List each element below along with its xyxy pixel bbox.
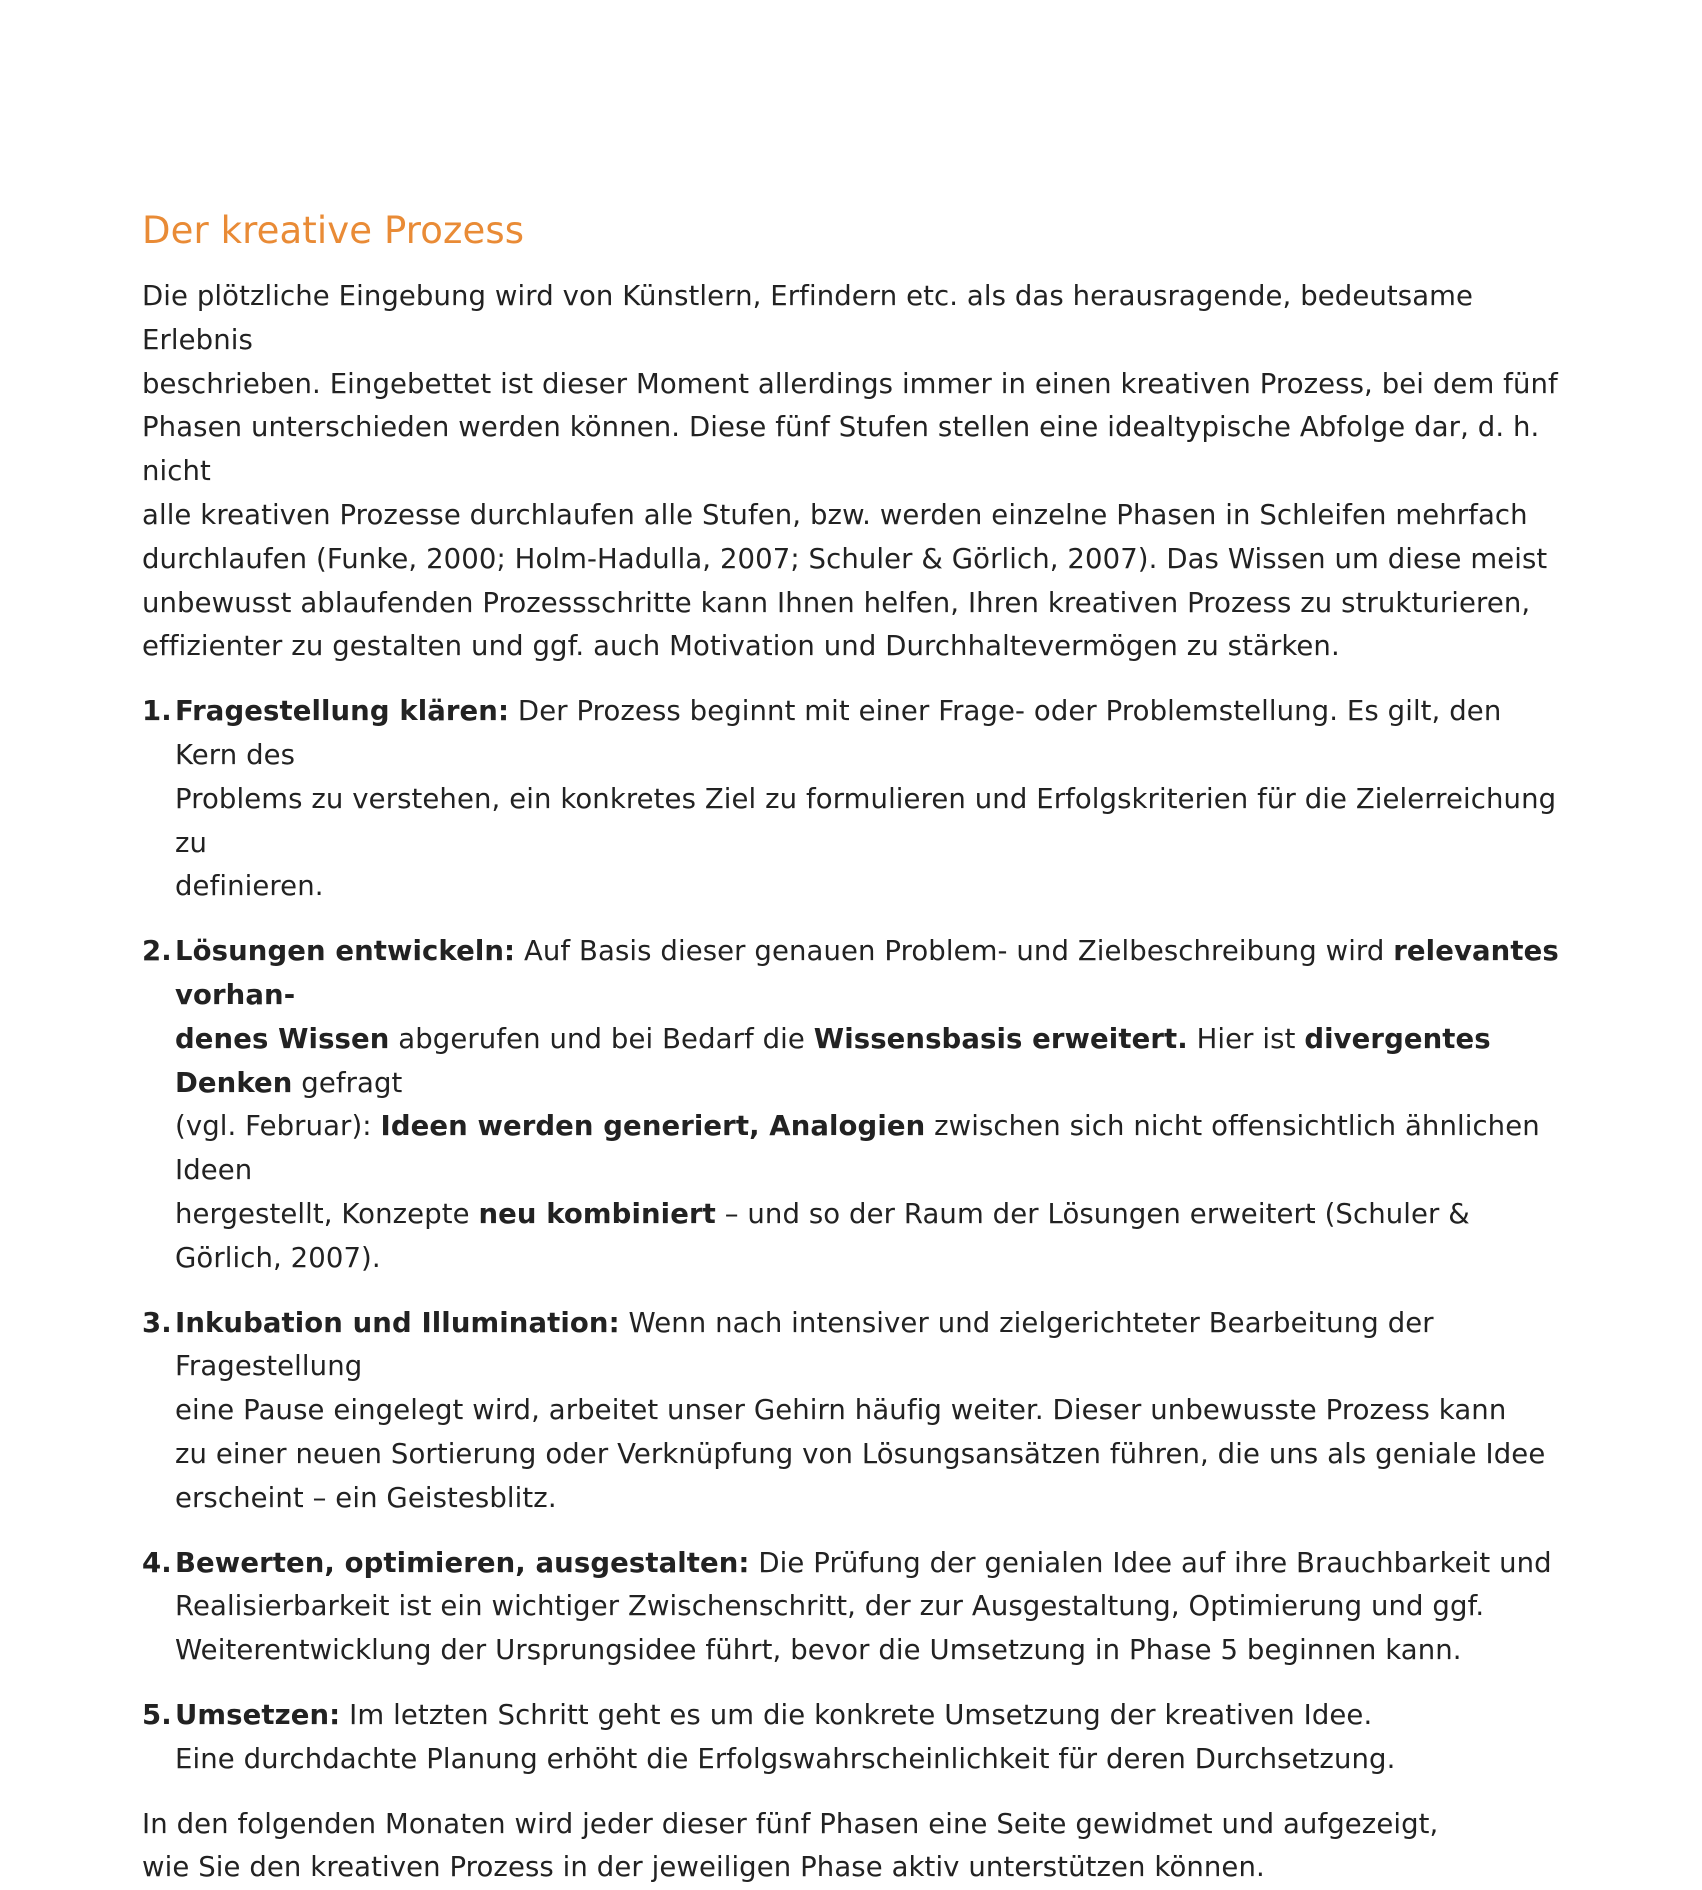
phase-text: gefragt — [292, 1067, 402, 1099]
phase-emphasis: Ideen werden generiert, Analogien — [381, 1110, 926, 1142]
phase-number: 1. — [142, 690, 172, 734]
phase-list — [142, 690, 1562, 1781]
phase-emphasis: Inkubation und Illumination: — [175, 1307, 620, 1339]
phase-item — [142, 1302, 1562, 1521]
phase-text: hergestellt, Konzepte — [175, 1198, 479, 1230]
phase-text: Der Prozess beginnt mit einer Frage- oder Problemstellung. Es gilt, den Kern des — [175, 695, 1501, 771]
phase-text: erscheint – ein Geistesblitz. — [175, 1482, 557, 1514]
closing-line: In den folgenden Monaten wird jeder dieser fünf Phasen eine Seite gewidmet und aufgezeigt, — [142, 1808, 1438, 1840]
phase-text: Wenn nach intensiver und zielgerichteter Bearbeitung der Fragestellung — [175, 1307, 1434, 1383]
phase-text: Auf Basis dieser genauen Problem- und Zielbeschreibung wird — [515, 935, 1393, 967]
phase-emphasis: Wissensbasis erweitert. — [814, 1023, 1188, 1055]
document-content — [142, 208, 1562, 1890]
phase-text: Problems zu verstehen, ein konkretes Ziel zu formulieren und Erfolgskriterien für die Zielerreichung zu — [175, 783, 1556, 859]
phase-emphasis: Bewerten, optimieren, ausgestalten: — [175, 1547, 750, 1579]
phase-emphasis: divergentes Denken — [175, 1023, 1491, 1099]
phase-text: Im letzten Schritt geht es um die konkrete Umsetzung der kreativen Idee. — [340, 1699, 1372, 1731]
phase-emphasis: relevantes vorhan- — [175, 935, 1559, 1011]
phase-number: 2. — [142, 930, 172, 974]
intro-line: alle kreativen Prozesse durchlaufen alle Stufen, bzw. werden einzelne Phasen in Schleifen mehrfach — [142, 499, 1528, 531]
page-title: Der kreative Prozess — [142, 208, 1562, 254]
intro-paragraph — [142, 275, 1562, 669]
phase-text: Die Prüfung der genialen Idee auf ihre Brauchbarkeit und — [750, 1547, 1552, 1579]
phase-text: Weiterentwicklung der Ursprungsidee führt, bevor die Umsetzung in Phase 5 beginnen kann. — [175, 1634, 1462, 1666]
intro-line: Phasen unterschieden werden können. Diese fünf Stufen stellen eine idealtypische Abfolge dar, d. h. nicht — [142, 411, 1539, 487]
phase-text: zu einer neuen Sortierung oder Verknüpfung von Lösungsansätzen führen, die uns als geniale Idee — [175, 1438, 1545, 1470]
phase-number: 3. — [142, 1302, 172, 1346]
phase-text: Realisierbarkeit ist ein wichtiger Zwischenschritt, der zur Ausgestaltung, Optimierung und ggf. — [175, 1590, 1484, 1622]
phase-text: eine Pause eingelegt wird, arbeitet unser Gehirn häufig weiter. Dieser unbewusste Prozess kann — [175, 1394, 1506, 1426]
phase-text: zwischen sich nicht offensichtlich ähnlichen Ideen — [175, 1110, 1540, 1186]
phase-item — [142, 690, 1562, 909]
intro-line: beschrieben. Eingebettet ist dieser Moment allerdings immer in einen kreativen Prozess, bei dem fünf — [142, 368, 1558, 400]
phase-item — [142, 1694, 1562, 1782]
intro-line: effizienter zu gestalten und ggf. auch Motivation und Durchhaltevermögen zu stärken. — [142, 630, 1340, 662]
phase-emphasis: Umsetzen: — [175, 1699, 340, 1731]
phase-text: (vgl. Februar): — [175, 1110, 381, 1142]
phase-emphasis: neu kombiniert — [479, 1198, 716, 1230]
phase-text: definieren. — [175, 870, 324, 902]
phase-emphasis: Fragestellung klären: — [175, 695, 509, 727]
phase-text: Eine durchdachte Planung erhöht die Erfolgswahrscheinlichkeit für deren Durchsetzung. — [175, 1743, 1395, 1775]
phase-text: Hier ist — [1188, 1023, 1305, 1055]
closing-paragraph — [142, 1803, 1562, 1890]
phase-number: 5. — [142, 1694, 172, 1738]
intro-line: unbewusst ablaufenden Prozessschritte kann Ihnen helfen, Ihren kreativen Prozess zu strukturieren, — [142, 587, 1530, 619]
intro-line: durchlaufen (Funke, 2000; Holm-Hadulla, 2007; Schuler & Görlich, 2007). Das Wissen um diese meist — [142, 543, 1547, 575]
phase-text: – und so der Raum der Lösungen erweitert (Schuler & Görlich, 2007). — [175, 1198, 1470, 1274]
closing-line: wie Sie den kreativen Prozess in der jeweiligen Phase aktiv unterstützen können. — [142, 1851, 1265, 1883]
phase-item — [142, 930, 1562, 1280]
phase-emphasis: denes Wissen — [175, 1023, 389, 1055]
phase-number: 4. — [142, 1542, 172, 1586]
phase-text: abgerufen und bei Bedarf die — [389, 1023, 813, 1055]
intro-line: Die plötzliche Eingebung wird von Künstlern, Erfindern etc. als das herausragende, bedeutsame Erlebnis — [142, 280, 1473, 356]
phase-item — [142, 1542, 1562, 1673]
phase-emphasis: Lösungen entwickeln: — [175, 935, 515, 967]
